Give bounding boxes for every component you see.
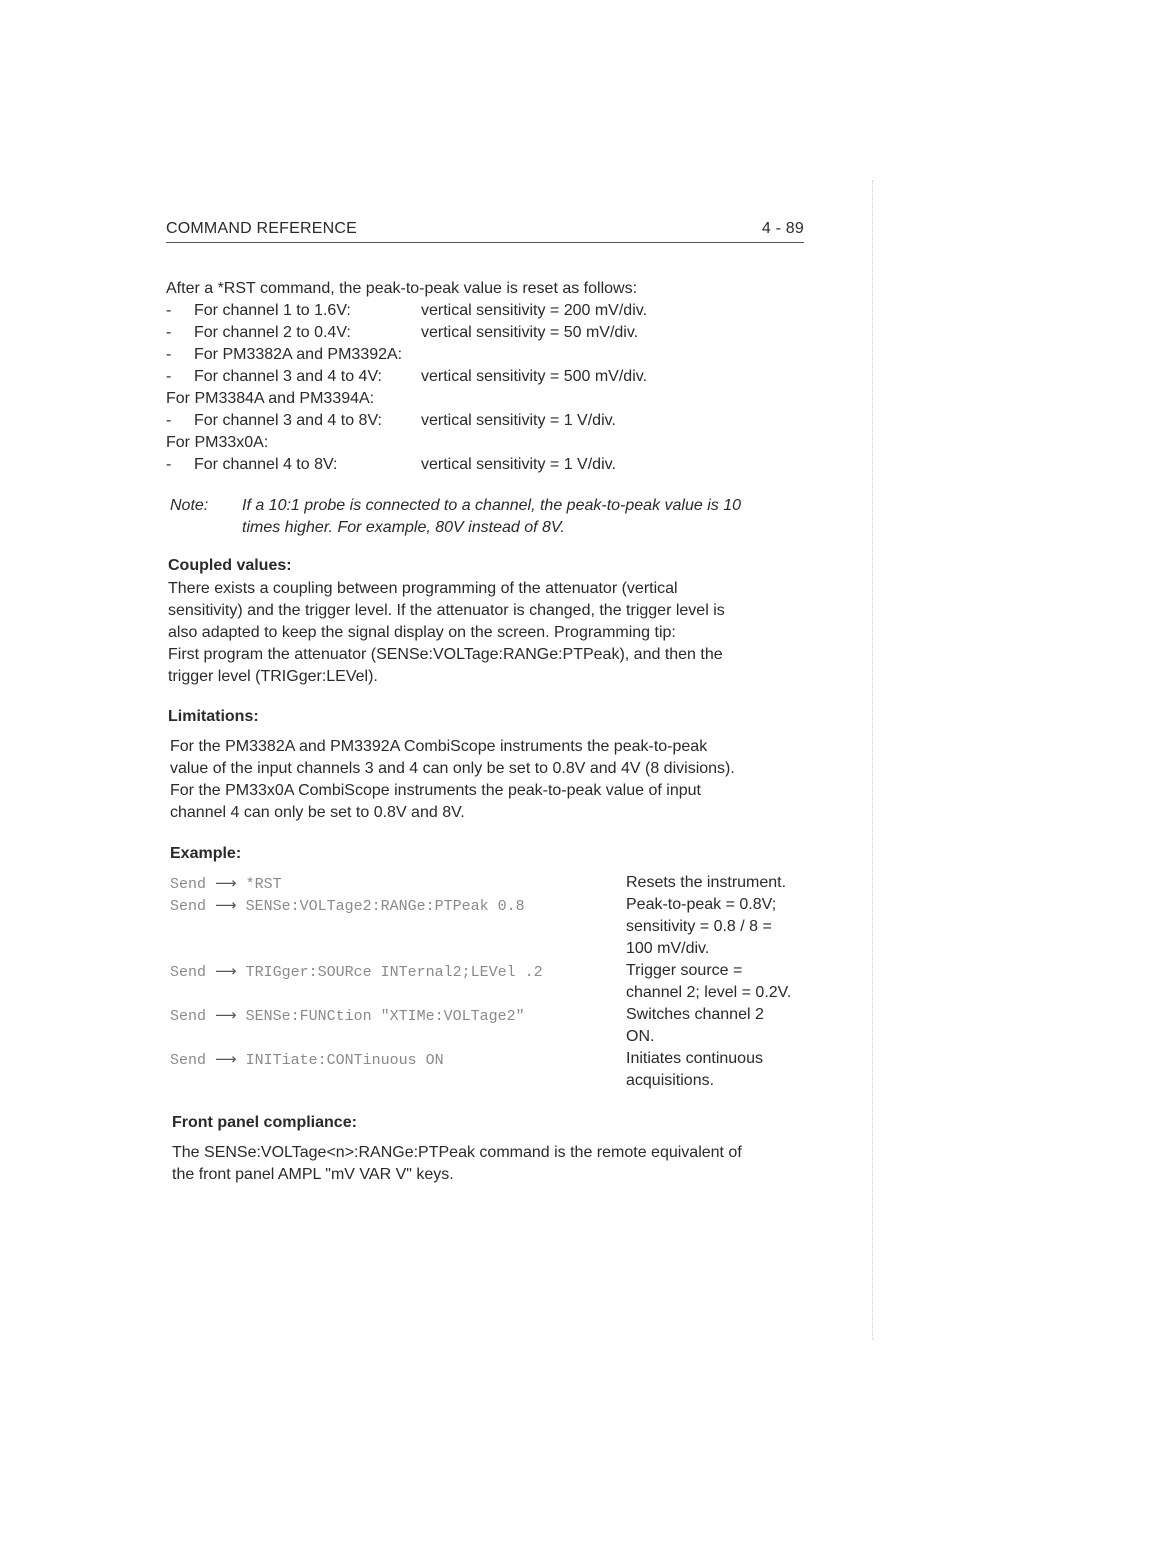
send-label: Send (170, 1008, 207, 1025)
list-item (166, 454, 726, 476)
example-heading: Example: (170, 845, 242, 862)
note-text (242, 495, 812, 539)
paragraph-line-text: First program the attenuator (SENSe:VOLTage:RANGe:PTPeak), and then the (168, 646, 723, 663)
list-dash: - (166, 456, 172, 473)
group-label-text: For PM3384A and PM3394A: (166, 390, 375, 407)
list-item-value: vertical sensitivity = 500 mV/div. (421, 368, 648, 385)
list-item-value: vertical sensitivity = 50 mV/div. (421, 324, 639, 341)
paragraph-line (168, 600, 806, 622)
example-row (170, 872, 810, 894)
list-item (166, 366, 726, 388)
list-item-label: For channel 1 to 1.6V: (194, 302, 351, 319)
note-label: Note: (170, 497, 209, 514)
list-item-label: For channel 3 and 4 to 4V: (194, 368, 382, 385)
paragraph-line-text: channel 4 can only be set to 0.8V and 8V. (170, 804, 465, 821)
example-row (170, 894, 810, 960)
paragraph-line (170, 802, 808, 824)
paragraph-line (168, 644, 806, 666)
paragraph-line-text: sensitivity) and the trigger level. If the attenuator is changed, the trigger level is (168, 602, 725, 619)
description-line: sensitivity = 0.8 / 8 = (626, 918, 772, 935)
list-dash: - (166, 412, 172, 429)
reset-values-list (166, 278, 726, 476)
example-table (170, 872, 810, 1092)
example-description (626, 1048, 816, 1092)
example-row (170, 1048, 810, 1092)
description-line: 100 mV/div. (626, 940, 710, 957)
list-item-label: For channel 3 and 4 to 8V: (194, 412, 382, 429)
list-item (166, 300, 726, 322)
description-line: Trigger source = (626, 962, 743, 979)
send-label: Send (170, 1052, 207, 1069)
limitations-paragraph (170, 736, 808, 824)
command-text: INITiate:CONTinuous ON (245, 1052, 444, 1069)
paragraph-line-text: There exists a coupling between programming of the attenuator (vertical (168, 580, 678, 597)
send-label: Send (170, 876, 207, 893)
list-item (166, 322, 726, 344)
description-line: Resets the instrument. (626, 874, 787, 891)
coupled-values-heading: Coupled values: (168, 557, 292, 574)
list-dash: - (166, 346, 172, 363)
list-item-value: vertical sensitivity = 200 mV/div. (421, 302, 648, 319)
paragraph-line-text: For the PM33x0A CombiScope instruments the peak-to-peak value of input (170, 782, 701, 799)
limitations-heading: Limitations: (168, 708, 259, 725)
page-number: 4 - 89 (761, 220, 804, 237)
page-edge-marks (872, 180, 873, 1340)
example-command (170, 1004, 525, 1028)
example-description (626, 872, 816, 894)
list-item (166, 344, 726, 366)
description-line: Peak-to-peak = 0.8V; (626, 896, 777, 913)
example-row (170, 960, 810, 1004)
example-command (170, 1048, 444, 1072)
front-panel-paragraph (172, 1142, 812, 1186)
example-description (626, 1004, 816, 1048)
arrow-icon: ⟶ (215, 1050, 237, 1068)
list-item-label: For channel 4 to 8V: (194, 456, 338, 473)
send-label: Send (170, 964, 207, 981)
header-title: COMMAND REFERENCE (166, 220, 357, 237)
arrow-icon: ⟶ (215, 962, 237, 980)
example-description (626, 960, 816, 1004)
note-line: If a 10:1 probe is connected to a channel, the peak-to-peak value is 10 (242, 497, 741, 514)
list-item-value: vertical sensitivity = 1 V/div. (421, 456, 616, 473)
example-command (170, 894, 525, 918)
description-line: channel 2; level = 0.2V. (626, 984, 792, 1001)
description-line: Switches channel 2 (626, 1006, 764, 1023)
note-line: times higher. For example, 80V instead of 8V. (242, 519, 565, 536)
list-item-label: For channel 2 to 0.4V: (194, 324, 351, 341)
coupled-values-paragraph (168, 578, 806, 688)
command-text: SENSe:FUNCtion "XTIMe:VOLTage2" (245, 1008, 525, 1025)
paragraph-line (172, 1164, 812, 1186)
arrow-icon: ⟶ (215, 896, 237, 914)
paragraph-line (168, 622, 806, 644)
description-line: acquisitions. (626, 1072, 715, 1089)
paragraph-line (168, 666, 806, 688)
list-item (166, 410, 726, 432)
paragraph-line-text: value of the input channels 3 and 4 can only be set to 0.8V and 4V (8 divisions). (170, 760, 735, 777)
paragraph-line-text: the front panel AMPL "mV VAR V" keys. (172, 1166, 454, 1183)
page-header (166, 218, 804, 243)
list-item-value: vertical sensitivity = 1 V/div. (421, 412, 616, 429)
command-text: SENSe:VOLTage2:RANGe:PTPeak 0.8 (245, 898, 525, 915)
list-group-label (166, 432, 726, 454)
command-text: *RST (245, 876, 282, 893)
example-row (170, 1004, 810, 1048)
example-description (626, 894, 816, 960)
reset-intro (166, 278, 726, 300)
paragraph-line (170, 758, 808, 780)
example-command (170, 872, 282, 896)
front-panel-heading: Front panel compliance: (172, 1114, 357, 1131)
reset-intro-text: After a *RST command, the peak-to-peak value is reset as follows: (166, 280, 638, 297)
list-dash: - (166, 368, 172, 385)
list-group-label (166, 388, 726, 410)
arrow-icon: ⟶ (215, 874, 237, 892)
paragraph-line (170, 780, 808, 802)
paragraph-line-text: For the PM3382A and PM3392A CombiScope instruments the peak-to-peak (170, 738, 708, 755)
list-item-label: For PM3382A and PM3392A: (194, 346, 403, 363)
paragraph-line-text: also adapted to keep the signal display on the screen. Programming tip: (168, 624, 676, 641)
paragraph-line (170, 736, 808, 758)
paragraph-line (168, 578, 806, 600)
arrow-icon: ⟶ (215, 1006, 237, 1024)
list-dash: - (166, 302, 172, 319)
example-command (170, 960, 543, 984)
paragraph-line (172, 1142, 812, 1164)
description-line: ON. (626, 1028, 655, 1045)
list-dash: - (166, 324, 172, 341)
paragraph-line-text: The SENSe:VOLTage<n>:RANGe:PTPeak command is the remote equivalent of (172, 1144, 742, 1161)
description-line: Initiates continuous (626, 1050, 763, 1067)
paragraph-line-text: trigger level (TRIGger:LEVel). (168, 668, 378, 685)
command-text: TRIGger:SOURce INTernal2;LEVel .2 (245, 964, 543, 981)
group-label-text: For PM33x0A: (166, 434, 269, 451)
send-label: Send (170, 898, 207, 915)
